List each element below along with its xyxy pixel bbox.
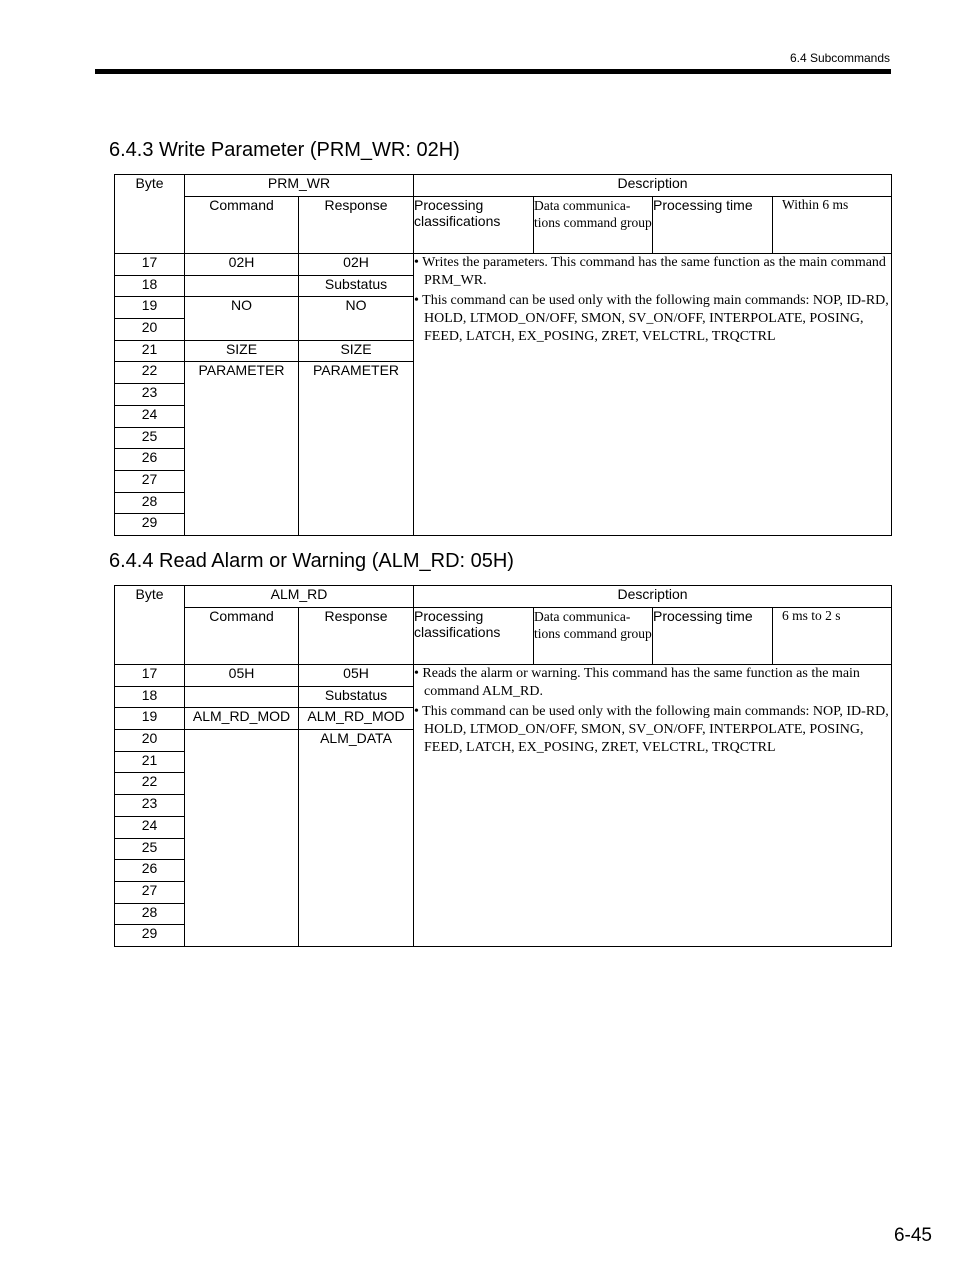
command-cell: ALM_RD_MOD [185, 708, 299, 730]
prm-wr-table [114, 174, 892, 536]
description-cell [414, 254, 892, 536]
header-rule [95, 69, 891, 74]
command-cell: 02H [185, 254, 299, 276]
processing-classifications-value: Data communica-tions command group [534, 608, 653, 665]
byte-cell: 17 [115, 254, 185, 276]
byte-cell: 29 [115, 514, 185, 536]
command-cell: 05H [185, 665, 299, 687]
description-bullet: • This command can be used only with the following main commands: NOP, ID-RD, HOLD, LTMOD_ON/OFF, SMON, SV_ON/OFF, INTERPOLATE, POSING, FEED, LATCH, EX_POSING, ZRET, VELCTRL, TRQCTRL [414, 293, 889, 344]
byte-cell: 22 [115, 773, 185, 795]
byte-cell: 29 [115, 925, 185, 947]
running-header: 6.4 Subcommands [789, 51, 890, 65]
response-cell: 05H [299, 665, 414, 687]
byte-header: Byte [115, 586, 185, 665]
byte-cell: 26 [115, 860, 185, 882]
description-bullet: • Writes the parameters. This command has the same function as the main command PRM_WR. [414, 255, 886, 288]
command-cell [185, 275, 299, 297]
description-cell [414, 665, 892, 947]
response-cell: ALM_RD_MOD [299, 708, 414, 730]
command-cell [185, 730, 299, 947]
section-title-alm-rd: 6.4.4 Read Alarm or Warning (ALM_RD: 05H) [109, 550, 514, 572]
processing-time-value: Within 6 ms [773, 197, 892, 254]
section-title-prm-wr: 6.4.3 Write Parameter (PRM_WR: 02H) [109, 139, 460, 161]
byte-cell: 21 [115, 751, 185, 773]
command-name-header: ALM_RD [185, 586, 414, 608]
response-cell: PARAMETER [299, 362, 414, 536]
processing-classifications-value: Data communica-tions command group [534, 197, 653, 254]
response-column-header: Response [299, 197, 414, 254]
byte-cell: 18 [115, 275, 185, 297]
byte-cell: 25 [115, 838, 185, 860]
response-cell: SIZE [299, 340, 414, 362]
byte-cell: 20 [115, 319, 185, 341]
processing-classifications-label: Processing classifications [414, 197, 534, 254]
processing-time-value: 6 ms to 2 s [773, 608, 892, 665]
byte-cell: 19 [115, 297, 185, 319]
description-header: Description [414, 586, 892, 608]
command-column-header: Command [185, 197, 299, 254]
byte-cell: 27 [115, 470, 185, 492]
byte-cell: 23 [115, 795, 185, 817]
byte-cell: 17 [115, 665, 185, 687]
byte-cell: 18 [115, 686, 185, 708]
byte-cell: 28 [115, 903, 185, 925]
response-cell: NO [299, 297, 414, 340]
alm-rd-table [114, 585, 892, 947]
processing-classifications-label: Processing classifications [414, 608, 534, 665]
byte-cell: 28 [115, 492, 185, 514]
byte-cell: 20 [115, 730, 185, 752]
byte-cell: 23 [115, 384, 185, 406]
processing-time-label: Processing time [653, 197, 773, 254]
response-cell: Substatus [299, 275, 414, 297]
command-cell: SIZE [185, 340, 299, 362]
byte-cell: 24 [115, 816, 185, 838]
command-column-header: Command [185, 608, 299, 665]
processing-time-label: Processing time [653, 608, 773, 665]
byte-cell: 25 [115, 427, 185, 449]
page-number: 6-45 [893, 1225, 932, 1246]
byte-cell: 22 [115, 362, 185, 384]
byte-header: Byte [115, 175, 185, 254]
response-cell: 02H [299, 254, 414, 276]
response-column-header: Response [299, 608, 414, 665]
description-header: Description [414, 175, 892, 197]
byte-cell: 26 [115, 449, 185, 471]
command-cell: NO [185, 297, 299, 340]
command-cell [185, 686, 299, 708]
response-cell: Substatus [299, 686, 414, 708]
byte-cell: 19 [115, 708, 185, 730]
byte-cell: 21 [115, 340, 185, 362]
command-name-header: PRM_WR [185, 175, 414, 197]
response-cell: ALM_DATA [299, 730, 414, 947]
byte-cell: 27 [115, 881, 185, 903]
byte-cell: 24 [115, 405, 185, 427]
command-cell: PARAMETER [185, 362, 299, 536]
description-bullet: • This command can be used only with the following main commands: NOP, ID-RD, HOLD, LTMOD_ON/OFF, SMON, SV_ON/OFF, INTERPOLATE, POSING, FEED, LATCH, EX_POSING, ZRET, VELCTRL, TRQCTRL [414, 704, 889, 755]
description-bullet: • Reads the alarm or warning. This command has the same function as the main command ALM_RD. [414, 666, 860, 699]
